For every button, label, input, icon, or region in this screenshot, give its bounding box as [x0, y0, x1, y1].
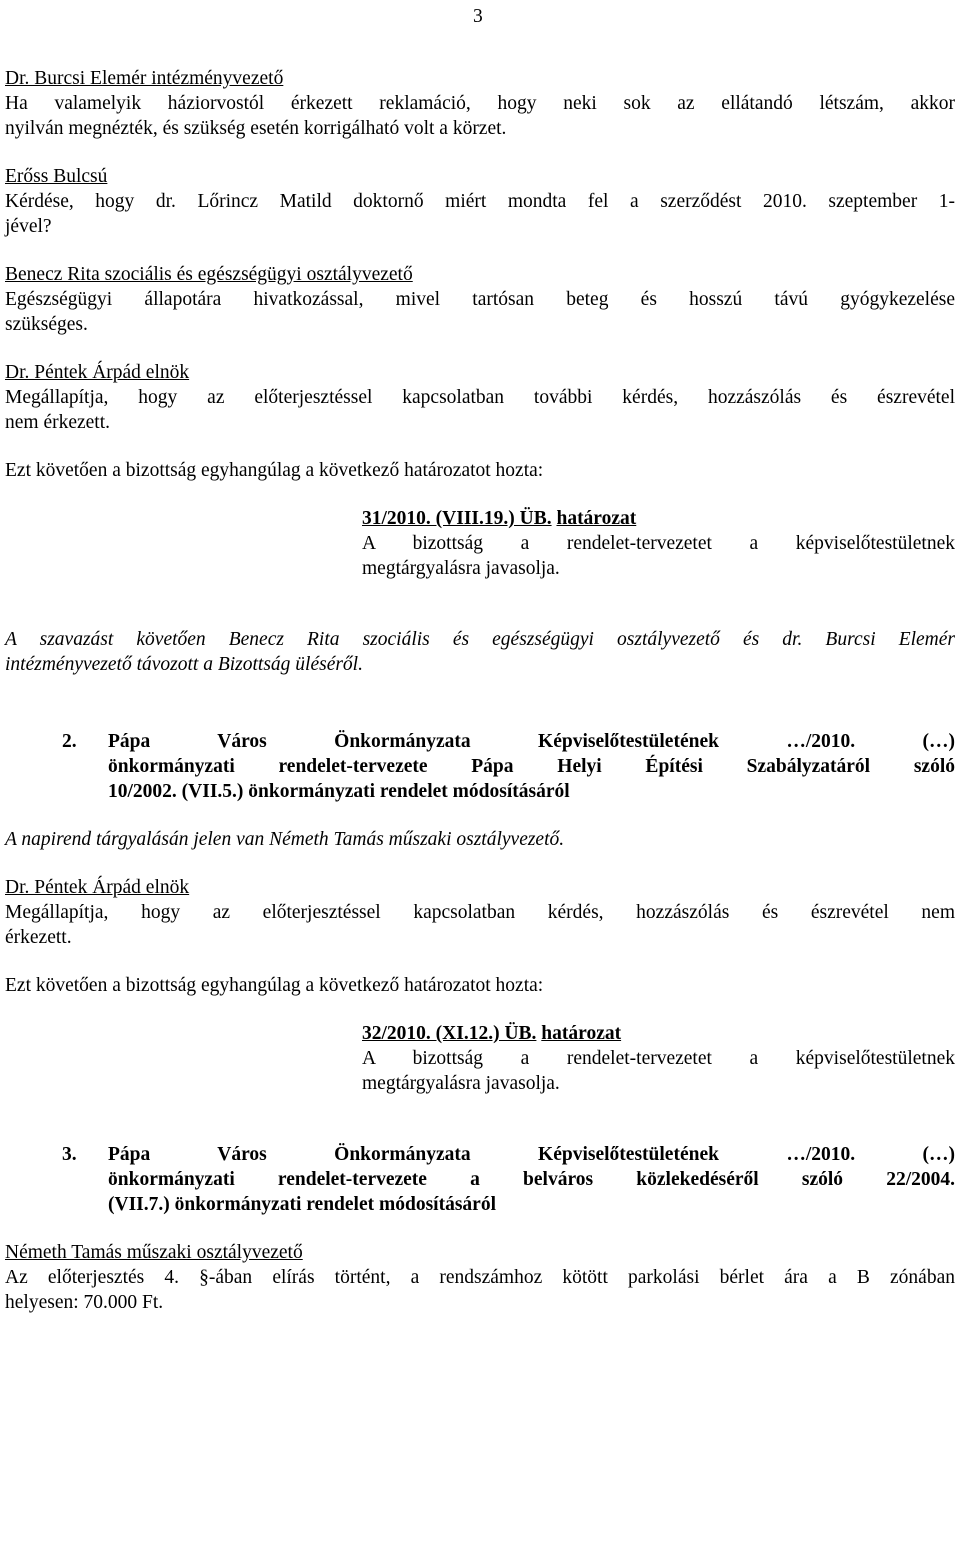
speech-line: érkezett.: [5, 927, 72, 948]
page-number: 3: [473, 6, 483, 27]
document-body: [5, 66, 955, 1338]
speech-line: jével?: [5, 216, 52, 237]
speech-block: [5, 262, 955, 337]
agenda-item: [62, 729, 955, 804]
speech-block: [5, 1240, 955, 1315]
resolution: [362, 1021, 955, 1096]
resolution-text: megtárgyalásra javasolja.: [362, 558, 560, 579]
speech-block: [5, 875, 955, 950]
speech-line: helyesen: 70.000 Ft.: [5, 1292, 164, 1313]
agenda-item-title: 10/2002. (VII.5.) önkormányzati rendelet módosításáról: [108, 781, 570, 802]
speaker-name: Benecz Rita szociális és egészségügyi osztályvezető: [5, 264, 413, 285]
speech-block: [5, 360, 955, 435]
decision-intro: [5, 973, 955, 998]
resolution-text: megtárgyalásra javasolja.: [362, 1073, 560, 1094]
resolution-number: 32/2010. (XI.12.) ÜB.: [362, 1023, 537, 1044]
agenda-item: [62, 1142, 955, 1217]
speech-line: Az előterjesztés 4. §-ában elírás történt, a rendszámhoz kötött parkolási bérlet ára a B zónában: [5, 1267, 955, 1288]
resolution-heading: [362, 1021, 955, 1046]
agenda-item-title: önkormányzati rendelet-tervezete a belváros közlekedéséről szóló 22/2004.: [108, 1169, 955, 1190]
speech-line: Ha valamelyik háziorvostól érkezett reklamáció, hogy neki sok az ellátandó létszám, akkor: [5, 93, 955, 114]
note-line: A szavazást követően Benecz Rita szociális és egészségügyi osztályvezető és dr. Burcsi Elemér: [5, 629, 955, 650]
speech-line: nem érkezett.: [5, 412, 111, 433]
note-line: intézményvezető távozott a Bizottság üléséről.: [5, 654, 363, 675]
resolution-label: határozat: [541, 1023, 622, 1044]
agenda-item-title: önkormányzati rendelet-tervezete Pápa Helyi Építési Szabályzatáról szóló: [108, 756, 955, 777]
speech-block: [5, 66, 955, 141]
resolution-text: A bizottság a rendelet-tervezetet a képviselőtestületnek: [362, 533, 955, 554]
resolution-label: határozat: [556, 508, 637, 529]
agenda-item-number: 2.: [62, 731, 77, 752]
resolution-heading: [362, 506, 955, 531]
agenda-item-number: 3.: [62, 1144, 77, 1165]
speech-line: Egészségügyi állapotára hivatkozással, mivel tartósan beteg és hosszú távú gyógykezelése: [5, 289, 955, 310]
speech-block: [5, 164, 955, 239]
resolution-number: 31/2010. (VIII.19.) ÜB.: [362, 508, 552, 529]
decision-intro-text: Ezt követően a bizottság egyhangúlag a következő határozatot hozta:: [5, 460, 544, 481]
speaker-name: Dr. Péntek Árpád elnök: [5, 362, 190, 383]
session-note: [5, 627, 955, 677]
resolution: [362, 506, 955, 581]
agenda-item-title: Pápa Város Önkormányzata Képviselőtestületének …/2010. (…): [108, 1144, 955, 1165]
speaker-name: Dr. Péntek Árpád elnök: [5, 877, 190, 898]
speech-line: szükséges.: [5, 314, 88, 335]
speech-line: Megállapítja, hogy az előterjesztéssel kapcsolatban kérdés, hozzászólás és észrevétel nem: [5, 902, 955, 923]
decision-intro: [5, 458, 955, 483]
attendance-note: [5, 827, 955, 852]
agenda-item-title: (VII.7.) önkormányzati rendelet módosításáról: [108, 1194, 496, 1215]
speaker-name: Dr. Burcsi Elemér intézményvezető: [5, 68, 284, 89]
speaker-name: Németh Tamás műszaki osztályvezető: [5, 1242, 303, 1263]
note-line: A napirend tárgyalásán jelen van Németh Tamás műszaki osztályvezető.: [5, 829, 565, 850]
resolution-text: A bizottság a rendelet-tervezetet a képviselőtestületnek: [362, 1048, 955, 1069]
agenda-item-title: Pápa Város Önkormányzata Képviselőtestületének …/2010. (…): [108, 731, 955, 752]
speaker-name: Erőss Bulcsú: [5, 166, 108, 187]
speech-line: nyilván megnézték, és szükség esetén korrigálható volt a körzet.: [5, 118, 507, 139]
speech-line: Kérdése, hogy dr. Lőrincz Matild doktornő miért mondta fel a szerződést 2010. szeptember 1-: [5, 191, 955, 212]
speech-line: Megállapítja, hogy az előterjesztéssel kapcsolatban további kérdés, hozzászólás és észrevétel: [5, 387, 955, 408]
decision-intro-text: Ezt követően a bizottság egyhangúlag a következő határozatot hozta:: [5, 975, 544, 996]
